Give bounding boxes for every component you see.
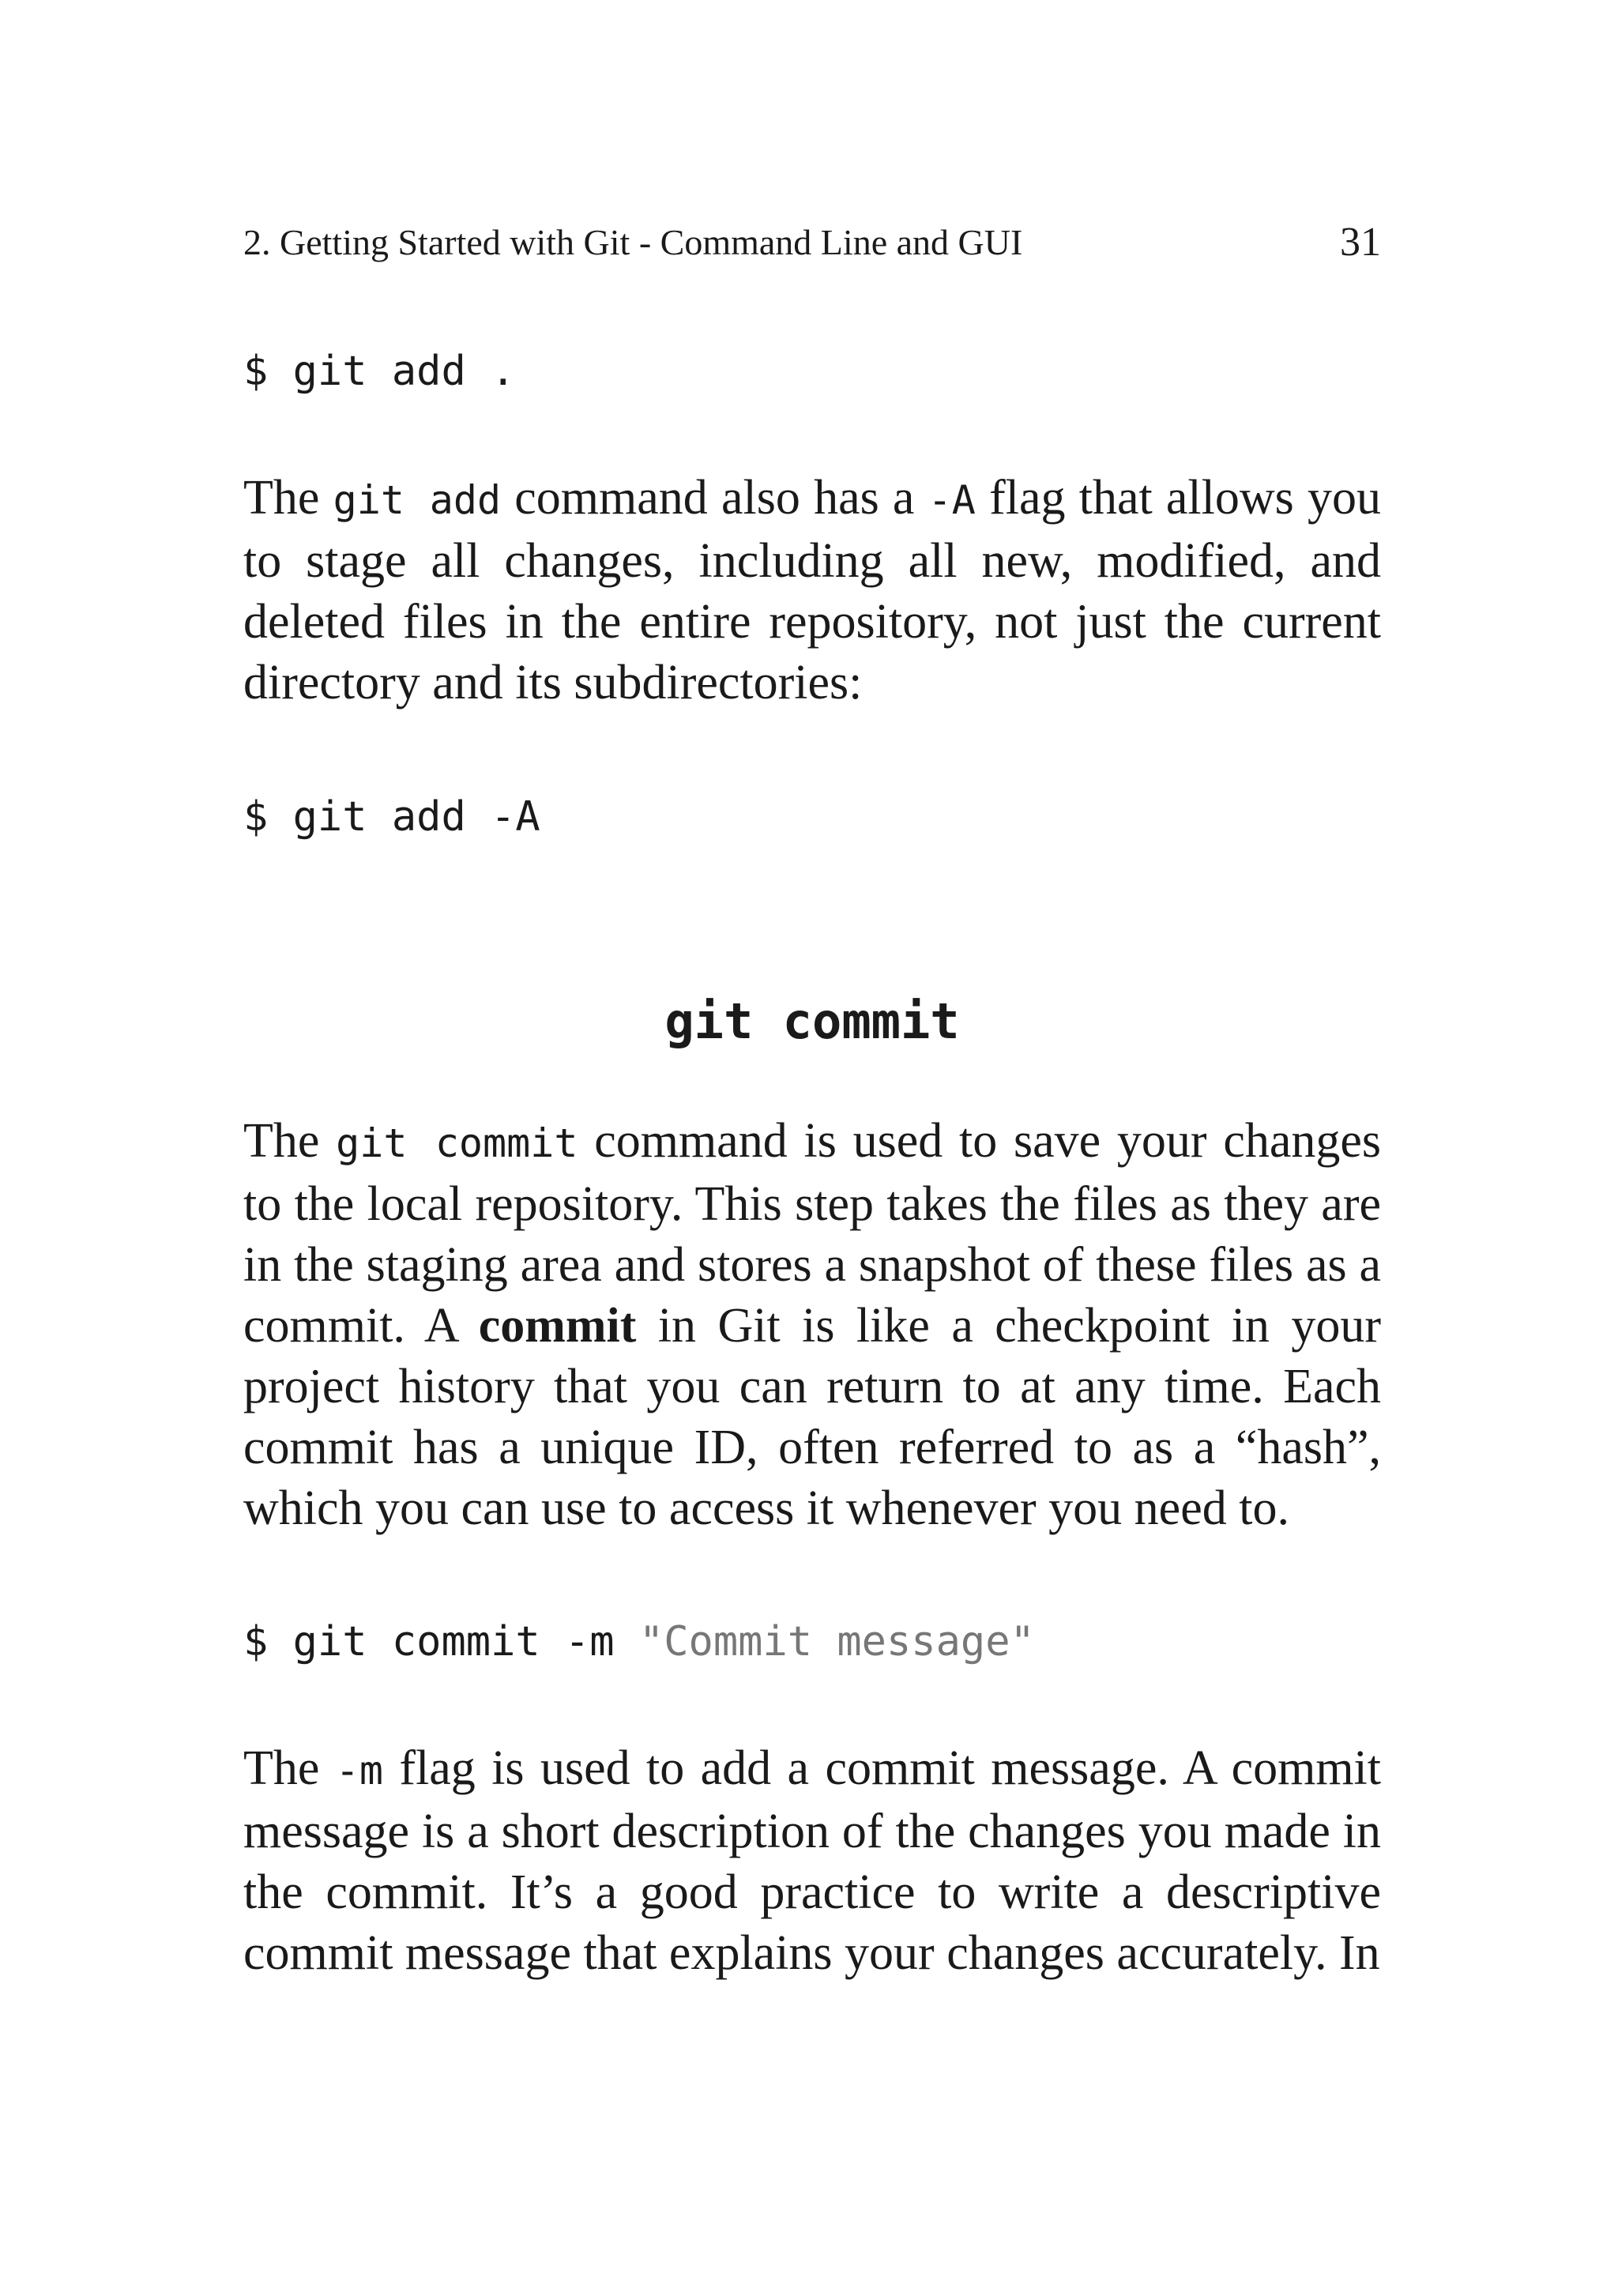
code-git-commit-m — [243, 1610, 1035, 1673]
inline-code-flag-m: -m — [335, 1748, 384, 1794]
code-git-add-dot: $ git add . — [243, 348, 516, 395]
text: command is used to save your changes to the local repository. This step takes the files as they are in the staging area and stores a snapshot of these files as a commit. A — [243, 1114, 1381, 1353]
text: command also has a — [501, 471, 928, 525]
text: in Git is like a checkpoint in your project history that you can return to at any time. Each commit has a unique ID, often referred to as a “hash”, which you can use to access it whenever you need to. — [243, 1299, 1382, 1535]
bold-term-commit: commit — [478, 1299, 637, 1353]
text: The — [243, 471, 333, 525]
text: flag is used to add a commit message. A commit message is a short description of the changes you made in the commit. It’s a good practice to write a descriptive commit message that explains your changes accurately. In — [243, 1741, 1382, 1980]
page-number: 31 — [1340, 220, 1381, 265]
paragraph-git-commit — [243, 1111, 1381, 1539]
section-heading-git-commit: git commit — [664, 992, 960, 1050]
chapter-title: 2. Getting Started with Git - Command Line and GUI — [243, 222, 1023, 262]
code-string-literal: "Commit message" — [638, 1618, 1035, 1666]
book-page — [243, 0, 1381, 2296]
text: The — [243, 1741, 336, 1795]
running-head — [243, 215, 1381, 270]
inline-code-flag-a: -A — [928, 477, 976, 523]
inline-code-git-commit: git commit — [336, 1120, 578, 1166]
code-command: $ git commit -m — [243, 1618, 639, 1666]
inline-code-git-add: git add — [333, 477, 502, 523]
paragraph-commit-message — [243, 1738, 1381, 1984]
text: flag that allows you to stage all changes, including all new, modified, and deleted files in the entire repository, not just the current directory and its subdirectories: — [243, 471, 1381, 710]
text: The — [243, 1114, 337, 1168]
code-git-add-all: $ git add -A — [243, 793, 540, 841]
paragraph-git-add-flag — [243, 468, 1381, 713]
